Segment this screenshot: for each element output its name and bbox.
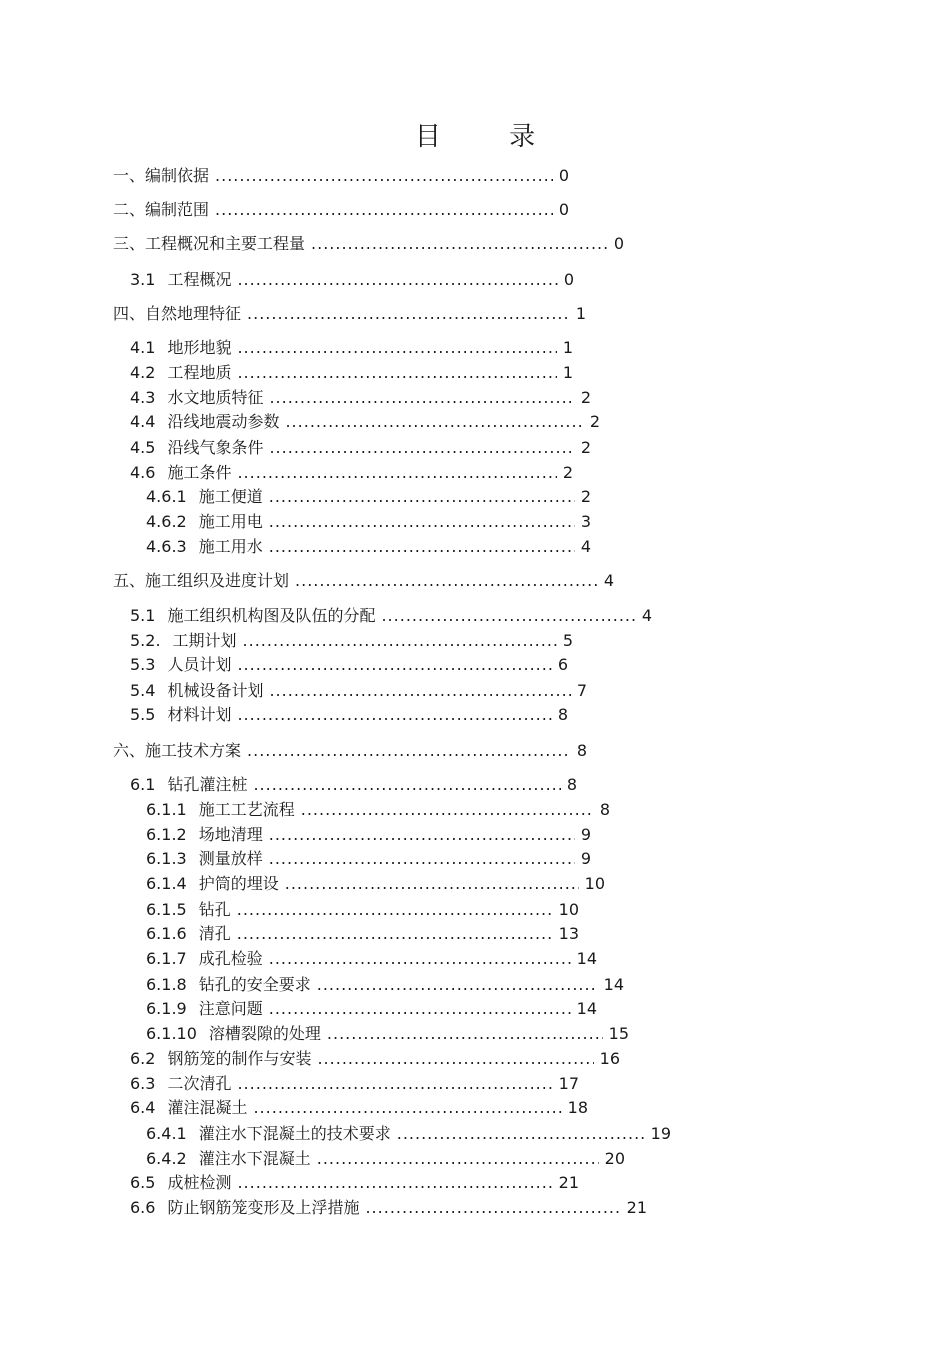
- toc-leader-dots: [237, 900, 553, 920]
- toc-leader-dots: [327, 1024, 603, 1044]
- toc-entry-label: 成桩检测: [167, 1173, 232, 1192]
- toc-entry-page: 14: [576, 999, 597, 1018]
- toc-leader-dots: [317, 975, 598, 995]
- toc-leader-dots: [295, 571, 598, 591]
- toc-entry[interactable]: [146, 537, 591, 557]
- toc-leader-dots: [243, 631, 557, 651]
- toc-entry-label: 工程地质: [167, 363, 232, 382]
- toc-entry-label: 三、工程概况和主要工程量: [113, 234, 306, 253]
- toc-entry-label: 二、编制范围: [113, 200, 210, 219]
- toc-leader-dots: [215, 200, 553, 220]
- toc-entry-label: 六、施工技术方案: [113, 741, 242, 760]
- toc-leader-dots: [285, 412, 583, 432]
- toc-entry[interactable]: [113, 234, 624, 254]
- toc-entry-number: 6.1.9: [146, 999, 187, 1018]
- toc-entry[interactable]: [146, 999, 597, 1019]
- toc-leader-dots: [269, 949, 571, 969]
- toc-entry-number: 6.1: [130, 775, 156, 794]
- toc-leader-dots: [269, 825, 575, 845]
- toc-entry-label: 五、施工组织及进度计划: [113, 571, 290, 590]
- toc-entry-number: 6.3: [130, 1074, 156, 1093]
- toc-entry[interactable]: [146, 512, 591, 532]
- toc-entry[interactable]: [130, 438, 591, 458]
- toc-leader-dots: [381, 606, 635, 626]
- toc-entry[interactable]: [113, 166, 569, 186]
- toc-entry-label: 灌注水下混凝土的技术要求: [198, 1124, 391, 1143]
- toc-entry-number: 6.6: [130, 1198, 156, 1217]
- toc-entry[interactable]: [113, 741, 587, 761]
- toc-entry-page: 21: [558, 1173, 579, 1192]
- toc-entry-number: 6.4.1: [146, 1124, 187, 1143]
- toc-leader-dots: [237, 655, 551, 675]
- toc-leader-dots: [247, 304, 570, 324]
- toc-entry[interactable]: [146, 1124, 671, 1144]
- toc-entry-number: 6.2: [130, 1049, 156, 1068]
- toc-leader-dots: [317, 1049, 593, 1069]
- toc-entry-number: 6.1.3: [146, 849, 187, 868]
- toc-entry-label: 施工便道: [198, 487, 263, 506]
- toc-entry-page: 7: [576, 681, 587, 700]
- toc-entry-label: 二次清孔: [167, 1074, 232, 1093]
- toc-entry-number: 5.1: [130, 606, 156, 625]
- toc-entry[interactable]: [130, 412, 600, 432]
- toc-entry[interactable]: [146, 487, 591, 507]
- toc-leader-dots: [269, 537, 575, 557]
- toc-entry-number: 4.6: [130, 463, 156, 482]
- toc-entry-number: 5.4: [130, 681, 156, 700]
- toc-leader-dots: [285, 874, 579, 894]
- toc-entry-page: 6: [557, 655, 568, 674]
- toc-entry-number: 6.1.5: [146, 900, 187, 919]
- toc-entry-page: 2: [580, 388, 591, 407]
- toc-leader-dots: [397, 1124, 645, 1144]
- toc-entry-number: 6.5: [130, 1173, 156, 1192]
- toc-entry[interactable]: [130, 463, 573, 483]
- toc-entry-label: 施工用电: [198, 512, 263, 531]
- toc-entry[interactable]: [130, 388, 591, 408]
- toc-leader-dots: [253, 775, 560, 795]
- toc-entry-page: 14: [576, 949, 597, 968]
- toc-entry-page: 18: [567, 1098, 588, 1117]
- toc-entry[interactable]: [130, 338, 573, 358]
- toc-entry-page: 19: [650, 1124, 671, 1143]
- toc-entry-label: 施工条件: [167, 463, 232, 482]
- toc-entry[interactable]: [130, 1049, 620, 1069]
- toc-entry-number: 6.1.7: [146, 949, 187, 968]
- toc-entry-label: 地形地貌: [167, 338, 232, 357]
- toc-entry-page: 10: [584, 874, 605, 893]
- toc-entry-label: 注意问题: [198, 999, 263, 1018]
- toc-entry-label: 施工组织机构图及队伍的分配: [167, 606, 376, 625]
- toc-entry-label: 钻孔的安全要求: [198, 975, 311, 994]
- toc-entry[interactable]: [130, 1098, 588, 1118]
- toc-leader-dots: [237, 1074, 552, 1094]
- toc-entry-label: 施工工艺流程: [198, 800, 295, 819]
- toc-entry-label: 四、自然地理特征: [113, 304, 242, 323]
- toc-entry-page: 2: [580, 438, 591, 457]
- toc-entry[interactable]: [146, 825, 591, 845]
- toc-leader-dots: [253, 1098, 561, 1118]
- toc-entry[interactable]: [146, 900, 579, 920]
- toc-entry-page: 2: [589, 412, 600, 431]
- toc-entry[interactable]: [146, 1149, 625, 1169]
- toc-entry-label: 成孔检验: [198, 949, 263, 968]
- toc-entry[interactable]: [130, 363, 573, 383]
- toc-entry-page: 14: [603, 975, 624, 994]
- toc-entry-number: 4.6.1: [146, 487, 187, 506]
- toc-entry-label: 场地清理: [198, 825, 263, 844]
- toc-entry[interactable]: [113, 200, 569, 220]
- toc-entry[interactable]: [130, 775, 577, 795]
- toc-leader-dots: [269, 438, 574, 458]
- toc-entry-page: 4: [641, 606, 652, 625]
- toc-entry-page: 0: [563, 270, 574, 289]
- toc-entry-label: 钻孔灌注桩: [167, 775, 248, 794]
- toc-entry-number: 6.1.10: [146, 1024, 197, 1043]
- toc-entry-page: 8: [576, 741, 587, 760]
- toc-leader-dots: [237, 1173, 552, 1193]
- toc-leader-dots: [237, 270, 557, 290]
- toc-entry[interactable]: [113, 304, 586, 324]
- toc-entry-page: 21: [626, 1198, 647, 1217]
- toc-leader-dots: [269, 487, 575, 507]
- toc-entry-number: 5.3: [130, 655, 156, 674]
- toc-entry-page: 0: [558, 200, 569, 219]
- toc-entry-page: 10: [558, 900, 579, 919]
- toc-leader-dots: [311, 234, 608, 254]
- toc-entry-number: 3.1: [130, 270, 156, 289]
- toc-entry-page: 1: [562, 338, 573, 357]
- toc-entry-label: 沿线地震动参数: [167, 412, 280, 431]
- toc-entry-label: 沿线气象条件: [167, 438, 264, 457]
- toc-entry-page: 2: [562, 463, 573, 482]
- toc-entry-label: 灌注水下混凝土: [198, 1149, 311, 1168]
- toc-entry-page: 3: [580, 512, 591, 531]
- toc-entry-number: 6.1.1: [146, 800, 187, 819]
- toc-entry-number: 4.4: [130, 412, 156, 431]
- toc-entry-page: 8: [599, 800, 610, 819]
- toc-entry[interactable]: [130, 631, 573, 651]
- toc-entry-number: 6.1.4: [146, 874, 187, 893]
- toc-entry-page: 16: [599, 1049, 620, 1068]
- toc-entry-label: 工期计划: [172, 631, 237, 650]
- toc-leader-dots: [269, 681, 570, 701]
- toc-entry[interactable]: [130, 1198, 647, 1218]
- toc-leader-dots: [269, 999, 571, 1019]
- toc-leader-dots: [237, 705, 551, 725]
- toc-entry[interactable]: [130, 681, 587, 701]
- toc-entry-label: 材料计划: [167, 705, 232, 724]
- toc-entry-number: 6.4.2: [146, 1149, 187, 1168]
- toc-entry-page: 5: [562, 631, 573, 650]
- toc-entry-page: 1: [562, 363, 573, 382]
- toc-entry[interactable]: [130, 1173, 579, 1193]
- toc-entry-number: 6.1.6: [146, 924, 187, 943]
- toc-entry-number: 4.2: [130, 363, 156, 382]
- toc-leader-dots: [237, 363, 556, 383]
- toc-entry-page: 8: [557, 705, 568, 724]
- toc-entry[interactable]: [146, 949, 597, 969]
- toc-leader-dots: [269, 512, 575, 532]
- toc-entry-page: 20: [604, 1149, 625, 1168]
- toc-entry[interactable]: [130, 606, 652, 626]
- toc-entry-page: 9: [580, 849, 591, 868]
- toc-entry[interactable]: [130, 270, 574, 290]
- toc-entry-label: 灌注混凝土: [167, 1098, 248, 1117]
- toc-entry[interactable]: [146, 849, 591, 869]
- toc-entry[interactable]: [146, 800, 610, 820]
- toc-entry[interactable]: [113, 571, 614, 591]
- toc-entry-number: 5.5: [130, 705, 156, 724]
- toc-entry[interactable]: [130, 655, 568, 675]
- toc-entry-number: 4.3: [130, 388, 156, 407]
- toc-entry-page: 2: [580, 487, 591, 506]
- toc-entry-number: 6.1.8: [146, 975, 187, 994]
- toc-entry-page: 4: [603, 571, 614, 590]
- toc-entry-label: 一、编制依据: [113, 166, 210, 185]
- toc-leader-dots: [215, 166, 553, 186]
- toc-entry-page: 15: [608, 1024, 629, 1043]
- toc-entry-label: 护筒的埋设: [198, 874, 279, 893]
- toc-entry-page: 17: [558, 1074, 579, 1093]
- toc-entry-page: 4: [580, 537, 591, 556]
- toc-entry-number: 4.6.3: [146, 537, 187, 556]
- toc-entry-number: 6.4: [130, 1098, 156, 1117]
- toc-entry-number: 4.1: [130, 338, 156, 357]
- toc-entry-page: 8: [566, 775, 577, 794]
- toc-leader-dots: [269, 388, 574, 408]
- toc-entry-number: 4.6.2: [146, 512, 187, 531]
- toc-entry-page: 9: [580, 825, 591, 844]
- toc-entry-label: 钻孔: [198, 900, 231, 919]
- toc-entry[interactable]: [130, 1074, 579, 1094]
- toc-entry-label: 防止钢筋笼变形及上浮措施: [167, 1198, 360, 1217]
- toc-entry-label: 水文地质特征: [167, 388, 264, 407]
- toc-entry-label: 测量放样: [198, 849, 263, 868]
- toc-entry-label: 工程概况: [167, 270, 232, 289]
- toc-entry-label: 人员计划: [167, 655, 232, 674]
- toc-leader-dots: [301, 800, 594, 820]
- toc-entry-page: 1: [575, 304, 586, 323]
- toc-entry[interactable]: [146, 975, 624, 995]
- toc-entry[interactable]: [130, 705, 568, 725]
- toc-leader-dots: [365, 1198, 620, 1218]
- toc-entry[interactable]: [146, 874, 605, 894]
- toc-entry-number: 4.5: [130, 438, 156, 457]
- toc-entry-page: 0: [613, 234, 624, 253]
- toc-entry-number: 6.1.2: [146, 825, 187, 844]
- toc-leader-dots: [237, 338, 556, 358]
- page-title: 目 录: [414, 122, 566, 152]
- toc-leader-dots: [269, 849, 575, 869]
- toc-entry-page: 13: [558, 924, 579, 943]
- toc-entry[interactable]: [146, 1024, 629, 1044]
- toc-leader-dots: [247, 741, 571, 761]
- toc-entry-label: 施工用水: [198, 537, 263, 556]
- toc-entry[interactable]: [146, 924, 579, 944]
- toc-entry-label: 机械设备计划: [167, 681, 264, 700]
- toc-leader-dots: [237, 463, 556, 483]
- toc-entry-label: 钢筋笼的制作与安装: [167, 1049, 312, 1068]
- toc-entry-label: 溶槽裂隙的处理: [208, 1024, 321, 1043]
- toc-entry-number: 5.2.: [130, 631, 161, 650]
- toc-leader-dots: [317, 1149, 599, 1169]
- toc-entry-page: 0: [558, 166, 569, 185]
- toc-entry-label: 清孔: [198, 924, 231, 943]
- toc-leader-dots: [237, 924, 553, 944]
